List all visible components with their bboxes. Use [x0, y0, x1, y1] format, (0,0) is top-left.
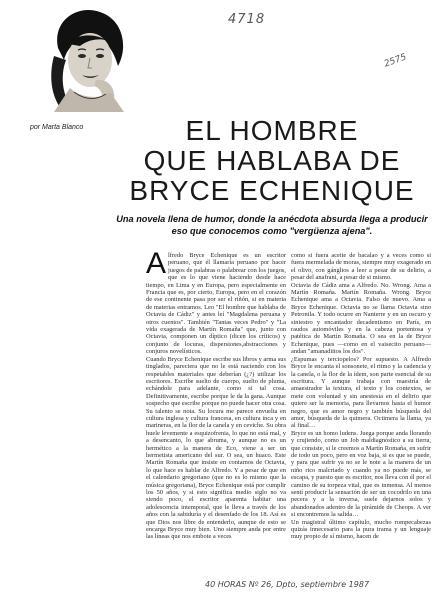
author-portrait: [44, 8, 132, 114]
handwritten-archive-number: 4718: [228, 12, 266, 27]
paragraph-3: como si fuera aceite de bacalao y a veces como si fuera mermelada de moras, siempre muy exagerado en el olivo, con gánglios a leer a pesar de su delirio, a pesar del anafrani, a pesar de si mismo.: [291, 252, 431, 282]
article-deck: Una novela llena de humor, donde la anécdota absurda llega a producir eso que conocemos como "vergüenza ajena".: [116, 214, 428, 236]
title-line-3: BRYCE ECHENIQUE: [129, 175, 415, 206]
paragraph-7: Un magistral último capítulo, mucho rompecabezas quizás innecesario para la pura trama y un lenguaje muy propio de sí mismo, hacen de: [291, 518, 431, 541]
title-line-2: QUE HABLABA DE: [143, 145, 401, 176]
handwritten-page-number: 2575: [382, 52, 408, 70]
title-line-1: EL HOMBRE: [185, 115, 359, 146]
byline: por Marta Blanco: [30, 124, 84, 131]
article-column-1: [146, 252, 286, 572]
paragraph-4: Octavia de Cádiz ama a Alfredo. No. Wrong. Ama a Martín Romaña. Martín Romaña. Wrong. Bryce Echenique ama a Octavia. Falso de nuevo. Ama a Bryce Echenique. Octavia no se llama Octavia sino Petronila. Y todo ocurre en Nanterre y en un oscuro y siniestro y encantador decadentismo en París, en raudos automóviles y en la cabeza portentosa y patética de Martín Romaña. O sea en la de Bryce Echenique, pues —como en el vaisecito peruano— andan "amanadiitos los dos".: [291, 281, 431, 356]
article-title: [112, 116, 432, 206]
handwritten-source-note: 40 HORAS Nº 26, Dpto, septiembre 1987: [205, 580, 370, 589]
article-column-2: [291, 252, 431, 572]
drop-cap: A: [146, 252, 167, 280]
paragraph-1-text: lfredo Bryce Echenique es un escritor peruano, que él llamaría peruano por hacer juegos de palabras o palabrear con los juegos, que es lo que viene haciendo desde hace tiempo, en Lima y en Europa, pero especialmente en Francia que es, por cierto, Europa, pero en el corazón de ese continente pasa por ser el riñón, si en materia de materias entramos. Leo "El hombre que hablaba de Octavia de Cádiz" y antes leí "Magdalena peruana y otros cuentos". También "Tantas veces Pedro" y "La vida exagerada de Martín Romaña" que, junto con Octavia, componen un díptico (dicen los críticos) y conjunto de locuras, dispersiones,abstracciones y conjuros novelísticos.: [146, 252, 286, 356]
paragraph-5: ¿Espumas y terciopelos? Por supuesto. A Alfredo Bryce le encanta el sonsonete, el ritmo y la cadencia y la canela, o la flor de la ídem, son parte esencial de su escritura. Y aunque trabaja con maestría de amaestrador la textura, el texto y los contextos, se mete con voluntad y sin anestesia en el delirio que quiere ser la memoria, para llevarnos hasta el humor negro, que es amor negro y también búsqueda del amor, búsqueda de la quimera. Octimera la llama, ya al final…: [291, 355, 431, 430]
paragraph-1: [146, 252, 286, 356]
author-photo: [44, 8, 132, 114]
paragraph-6: Bryce es un homo ludens. Juega porque anda llorando y crujiendo, como un Job maldiagnóstico a su tierra, que consiste, si le creemos a Martín Romaña, en sufrir de todo un poco, pero en voz baja, si es que se puede, y para que sufrir ya no se le note a la manera de un niño rico malcriado y cuando ya no puede más, se escapa, y puesto que es escritor, nos lleva con él por el camino de su torpeza vital, que es inmensa. Al menos sentí producir la sensación de ser un cocodrilo en una pecera y a la inversa, suele dejarnos solos y abandonados adentro de la pirámide de Cheops. A ver si encontremos la salida…: [291, 429, 431, 519]
paragraph-2: Cuando Bryce Echenique escribe sus libros y arma sus tinglados, pareciera que no le está naciendo con los respetables materiales que deberían (¿?) utilizar los escritores. Escribe suelto de cuerpo, suelto de pluma, echándole para adelante, como si tal cosa. Definitivamente, escribe porque le da la gana. Aunque sospecho que escribe porque no puede hacer otra cosa. Su talento se nota. Su locura me parece envuelta en cultura inglesa y cultura francesa, en cultura inca y en marineras, en la flor de la canela y en ceviche. Su obra huele levemente a esquizofrenia, lo que no está mal, y a desencanto, lo que abruma, y aunque no es un hermético a la manera de Eco, viene a ser un hermetista americano del sur. O sea, un huaco. Este Martín Romaña que insiste en contarnos de Octavia, lo que hace es hablar de Alfredo. Y a pesar de que en el calendario gregoriano (que no es lo mismo que la música gregoriana), Bryce Echenique está por cumplir los 50 años, y si esto significa medio siglo no va siendo poco, el escritor aparenta habitar una adolescencia intemporal, que le lleva a través de los años con la sabiduría y el desenfado de los 18. Así es que Dios nos libre de entenderlo, aunque de esto se encarga Bryce muy bien. Uno siempre anda por entre las líneas que nos embote a veces: [146, 355, 286, 541]
